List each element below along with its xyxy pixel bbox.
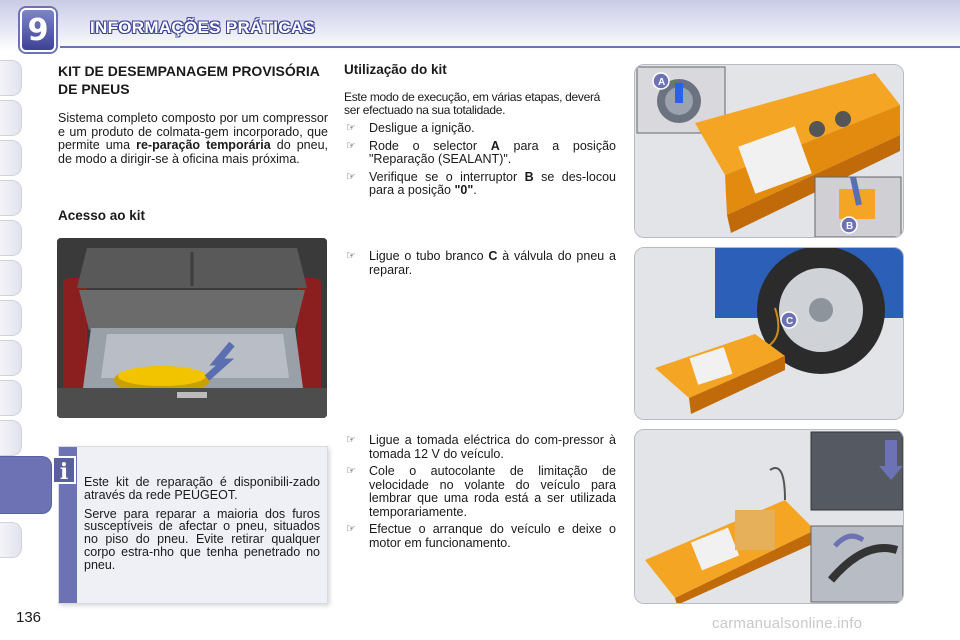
chapter-number-badge: 9: [20, 8, 56, 52]
compressor-selector-illustration: [635, 65, 904, 238]
step-text: para a posição "Reparação (SEALANT)".: [369, 138, 616, 166]
info-paragraph: Serve para reparar a maioria dos furos susceptíveis de afectar o pneu, situados no piso do pneu. Evite retirar qualquer corpo estra-nho que tenha penetrado no pneu.: [84, 506, 320, 572]
callout-a: A: [658, 77, 666, 88]
step-text: se des-locou para a posição: [369, 169, 616, 197]
chapter-tab[interactable]: [0, 180, 22, 216]
header-rule: [60, 46, 960, 48]
kit-intro: [58, 112, 328, 166]
pointing-hand-icon: ☞: [346, 170, 356, 183]
chapter-tab[interactable]: [0, 60, 22, 96]
step-text: .: [473, 183, 477, 197]
chapter-tab[interactable]: [0, 220, 22, 256]
steps-list: [344, 246, 616, 277]
pointing-hand-icon: ☞: [346, 122, 356, 134]
access-heading: Acesso ao kit: [58, 208, 146, 223]
kit-heading: KIT DE DESEMPANAGEM PROVISÓRIA DE PNEUS: [58, 63, 320, 97]
step-bold: C: [488, 249, 498, 263]
chapter-tab[interactable]: [0, 420, 22, 456]
pointing-hand-icon: ☞: [346, 139, 356, 152]
list-item: [344, 434, 616, 461]
list-item: [344, 465, 616, 519]
step-text: Cole o autocolante de limitação de velocidade no volante do veículo para lembrar que uma roda está a ser utilizada temporariamente.: [369, 464, 616, 519]
info-icon: i: [52, 456, 76, 484]
steps-list: [344, 430, 616, 550]
steps-list: [344, 122, 616, 198]
step-text: Ligue o tubo branco: [369, 249, 489, 263]
step-bold: B: [524, 169, 534, 184]
step-text: Ligue a tomada eléctrica do com-pressor à tomada 12 V do veículo.: [369, 433, 616, 461]
step-text: Rode o selector: [369, 138, 491, 153]
chapter-tab-strip: [0, 60, 22, 580]
kit-intro-text-end: do pneu, de modo a dirigir-se à oficina mais próxima.: [58, 138, 328, 166]
watermark: carmanualsonline.info: [712, 615, 863, 632]
info-paragraph: Este kit de reparação é disponibili-zado através da rede PEUGEOT.: [84, 475, 320, 502]
page-number: 136: [16, 609, 42, 626]
pointing-hand-icon: ☞: [346, 523, 356, 535]
chapter-title: INFORMAÇÕES PRÁTICAS: [90, 18, 316, 37]
list-item: [344, 122, 616, 136]
pointing-hand-icon: ☞: [346, 250, 356, 262]
chapter-tab[interactable]: [0, 340, 22, 376]
step-text: Desligue a ignição.: [369, 121, 475, 135]
step-text: Efectue o arranque do veículo e deixe o motor em funcionamento.: [369, 522, 616, 550]
list-item: [344, 250, 616, 277]
step-bold: A: [490, 138, 500, 153]
kit-intro-text: Sistema completo composto por um compressor e um produto de colmata-gem incorporado, que permite uma: [58, 111, 328, 152]
chapter-tab[interactable]: [0, 522, 22, 558]
info-text: [84, 476, 320, 572]
usage-heading: Utilização do kit: [344, 62, 447, 77]
tyre-valve-illustration: [635, 248, 904, 420]
power-socket-figure: [634, 429, 904, 604]
step-text: à válvula do pneu a reparar.: [369, 249, 616, 277]
tyre-valve-figure: [634, 247, 904, 420]
power-socket-illustration: [635, 430, 904, 604]
kit-intro-bold: re-paração temporária: [136, 138, 271, 152]
callout-b: B: [846, 221, 854, 232]
list-item: [344, 171, 616, 198]
compressor-selector-figure: [634, 64, 904, 238]
chapter-tab-active[interactable]: [0, 456, 52, 514]
list-item: [344, 140, 616, 167]
chapter-tab[interactable]: [0, 140, 22, 176]
chapter-tab[interactable]: [0, 260, 22, 296]
pointing-hand-icon: ☞: [346, 465, 356, 477]
step-bold: "0": [454, 183, 474, 197]
trunk-photo: [57, 238, 327, 418]
pointing-hand-icon: ☞: [346, 434, 356, 446]
step-text: Verifique se o interruptor: [369, 169, 525, 184]
left-column: [58, 62, 328, 166]
middle-column: [344, 62, 616, 198]
trunk-illustration: [57, 238, 327, 418]
chapter-tab[interactable]: [0, 300, 22, 336]
callout-c: C: [786, 316, 794, 327]
list-item: [344, 523, 616, 550]
chapter-tab[interactable]: [0, 380, 22, 416]
usage-intro: Este modo de execução, em várias etapas, deverá ser efectuado na sua totalidade.: [344, 90, 601, 117]
chapter-tab[interactable]: [0, 100, 22, 136]
